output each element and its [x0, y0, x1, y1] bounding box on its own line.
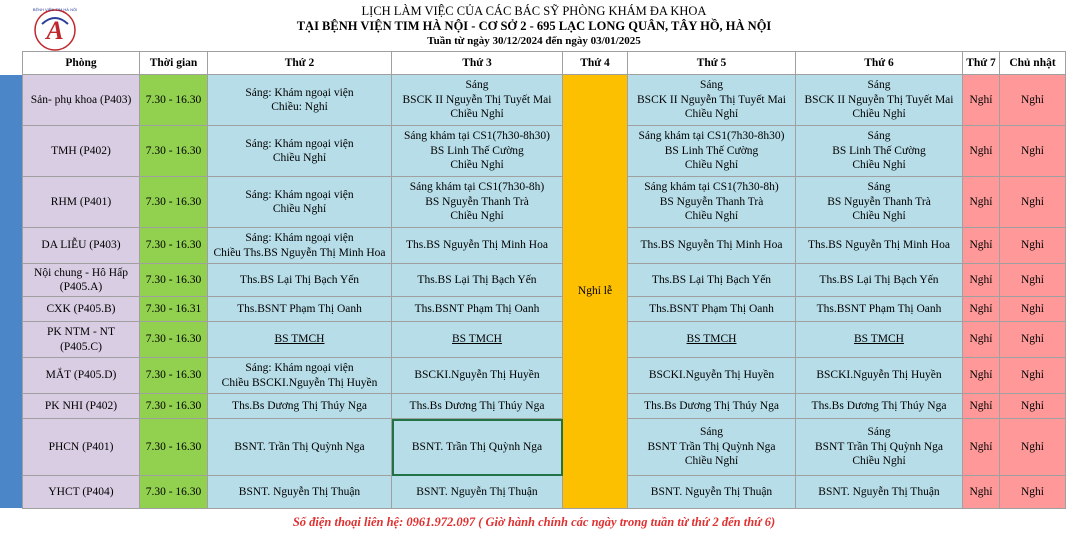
- thu-cell-line: BSNT. Nguyễn Thị Thuận: [650, 485, 773, 498]
- sun-cell[interactable]: Nghỉ: [1000, 322, 1066, 358]
- room-cell[interactable]: DA LIỄU (P403): [23, 228, 140, 264]
- time-cell[interactable]: 7.30 - 16.30: [140, 322, 208, 358]
- table-row: [23, 476, 1066, 509]
- thu-cell[interactable]: [628, 322, 796, 358]
- mon-cell[interactable]: [208, 264, 392, 297]
- table-row: [23, 394, 1066, 419]
- tue-cell-line: Chiều Nghỉ: [450, 108, 504, 121]
- room-cell[interactable]: RHM (P401): [23, 177, 140, 228]
- thu-cell[interactable]: [628, 177, 796, 228]
- sat-cell[interactable]: Nghỉ: [963, 358, 1000, 394]
- table-row: [23, 228, 1066, 264]
- mon-cell-line: Ths.BSNT Phạm Thị Oanh: [237, 302, 362, 315]
- tue-cell-line: BSCK II Nguyễn Thị Tuyết Mai: [402, 93, 552, 106]
- header-row: [23, 52, 1066, 75]
- time-cell[interactable]: 7.30 - 16.30: [140, 264, 208, 297]
- tue-cell[interactable]: [392, 394, 563, 419]
- sat-cell[interactable]: Nghỉ: [963, 177, 1000, 228]
- room-cell[interactable]: TMH (P402): [23, 126, 140, 177]
- sat-cell[interactable]: Nghỉ: [963, 126, 1000, 177]
- fri-cell[interactable]: [796, 419, 963, 476]
- time-cell[interactable]: 7.30 - 16.30: [140, 358, 208, 394]
- tue-cell[interactable]: [392, 177, 563, 228]
- sun-cell[interactable]: Nghỉ: [1000, 358, 1066, 394]
- tue-cell[interactable]: [392, 228, 563, 264]
- thu-cell-line: BS Linh Thế Cường: [664, 144, 759, 157]
- time-cell[interactable]: 7.30 - 16.30: [140, 177, 208, 228]
- sat-cell[interactable]: Nghỉ: [963, 394, 1000, 419]
- fri-cell-line: BS Nguyễn Thanh Trà: [827, 195, 931, 208]
- tue-cell[interactable]: [392, 322, 563, 358]
- mon-cell[interactable]: [208, 177, 392, 228]
- mon-cell-line: Chiều BSCKI.Nguyễn Thị Huyền: [221, 376, 378, 389]
- tue-cell-line: Ths.Bs Dương Thị Thúy Nga: [409, 399, 545, 412]
- fri-cell-line: Chiều Nghỉ: [852, 210, 906, 223]
- fri-cell[interactable]: [796, 75, 963, 126]
- fri-cell-line: Ths.Bs Dương Thị Thúy Nga: [811, 399, 947, 412]
- fri-cell[interactable]: [796, 297, 963, 322]
- room-cell-line: (P405.A): [59, 281, 103, 293]
- sun-cell[interactable]: Nghỉ: [1000, 419, 1066, 476]
- tue-cell[interactable]: [392, 264, 563, 297]
- tue-cell-line: BSCKI.Nguyễn Thị Huyền: [414, 369, 540, 382]
- thu-cell-line: BSCK II Nguyễn Thị Tuyết Mai: [637, 93, 786, 106]
- sat-cell[interactable]: Nghỉ: [963, 476, 1000, 509]
- mon-cell-line: Ths.Bs Dương Thị Thúy Nga: [232, 399, 367, 412]
- fri-cell[interactable]: [796, 126, 963, 177]
- time-cell[interactable]: 7.30 - 16.30: [140, 394, 208, 419]
- sun-cell[interactable]: Nghỉ: [1000, 297, 1066, 322]
- tue-cell-line: BS Nguyễn Thanh Trà: [425, 195, 529, 208]
- fri-cell-line: Sáng: [867, 426, 891, 439]
- table-row: [23, 419, 1066, 476]
- header-wed[interactable]: Thứ 4: [563, 52, 628, 75]
- fri-cell-line: Sáng: [867, 181, 891, 194]
- thu-cell-line: Ths.Bs Dương Thị Thúy Nga: [644, 399, 779, 412]
- room-cell-line: (P405.C): [60, 340, 102, 353]
- time-cell[interactable]: 7.30 - 16.30: [140, 476, 208, 509]
- mon-cell-line: Sáng: Khám ngoại viện: [245, 232, 354, 244]
- header-fri[interactable]: Thứ 6: [796, 52, 963, 75]
- thu-cell-line: Sáng: [700, 79, 723, 92]
- fri-cell[interactable]: [796, 476, 963, 509]
- mon-cell-line: Sáng: Khám ngoại viện: [245, 188, 354, 201]
- table-row: [23, 177, 1066, 228]
- sun-cell[interactable]: Nghỉ: [1000, 75, 1066, 126]
- time-cell[interactable]: 7.30 - 16.30: [140, 126, 208, 177]
- sun-cell[interactable]: Nghỉ: [1000, 476, 1066, 509]
- fri-cell-line: Chiều Nghỉ: [852, 455, 906, 468]
- thu-cell-line: BS Nguyễn Thanh Trà: [659, 195, 764, 208]
- sun-cell[interactable]: Nghỉ: [1000, 228, 1066, 264]
- room-cell[interactable]: [23, 322, 140, 358]
- fri-cell[interactable]: [796, 264, 963, 297]
- mon-cell-line: BSNT. Trần Thị Quỳnh Nga: [234, 440, 365, 453]
- thu-cell[interactable]: [628, 394, 796, 419]
- mon-cell[interactable]: [208, 75, 392, 126]
- fri-cell-line: BSCKI.Nguyễn Thị Huyền: [816, 369, 942, 382]
- fri-cell-line: Ths.BSNT Phạm Thị Oanh: [816, 302, 942, 315]
- thu-cell-line: Chiều Nghỉ: [684, 159, 739, 172]
- mon-cell[interactable]: [208, 358, 392, 394]
- thu-cell[interactable]: [628, 358, 796, 394]
- title-line-1: LỊCH LÀM VIỆC CỦA CÁC BÁC SỸ PHÒNG KHÁM ĐA KHOA: [361, 4, 707, 18]
- time-cell[interactable]: 7.30 - 16.30: [140, 228, 208, 264]
- room-cell[interactable]: CXK (P405.B): [23, 297, 140, 322]
- fri-cell[interactable]: [796, 228, 963, 264]
- tue-cell-line: BS Linh Thế Cường: [430, 144, 524, 157]
- tue-cell[interactable]: [392, 126, 563, 177]
- mon-cell-line: Chiều Nghỉ: [272, 203, 327, 215]
- time-cell[interactable]: 7.30 - 16.30: [140, 419, 208, 476]
- tue-cell[interactable]: [392, 476, 563, 509]
- room-cell[interactable]: PHCN (P401): [23, 419, 140, 476]
- fri-cell-line: BS Linh Thế Cường: [832, 144, 926, 157]
- tue-cell-line: Sáng khám tại CS1(7h30-8h30): [404, 130, 550, 143]
- table-row: [23, 264, 1066, 297]
- table-row: [23, 322, 1066, 358]
- header-sun[interactable]: Chủ nhật: [1000, 52, 1066, 75]
- fri-cell-line: Chiều Nghỉ: [852, 159, 906, 172]
- tue-cell-line: Ths.BS Lại Thị Bạch Yến: [417, 273, 537, 286]
- sat-cell[interactable]: Nghỉ: [963, 75, 1000, 126]
- mon-cell[interactable]: [208, 322, 392, 358]
- thu-cell-line: Ths.BS Nguyễn Thị Minh Hoa: [640, 239, 783, 252]
- tue-cell-line: Chiều Nghỉ: [450, 210, 504, 223]
- fri-cell-line: BSNT. Nguyễn Thị Thuận: [818, 485, 940, 498]
- tue-cell[interactable]: [392, 419, 563, 476]
- thu-cell[interactable]: [628, 75, 796, 126]
- mon-cell[interactable]: [208, 297, 392, 322]
- thu-cell[interactable]: [628, 476, 796, 509]
- fri-cell[interactable]: [796, 177, 963, 228]
- fri-cell[interactable]: [796, 358, 963, 394]
- mon-cell-line: BS TMCH: [274, 333, 325, 346]
- sheet-left-strip: [0, 75, 22, 508]
- tue-cell-line: BSNT. Nguyễn Thị Thuận: [416, 485, 538, 498]
- mon-cell[interactable]: [208, 394, 392, 419]
- thu-cell-line: Sáng khám tại CS1(7h30-8h): [644, 181, 779, 194]
- room-cell[interactable]: YHCT (P404): [23, 476, 140, 509]
- room-cell[interactable]: Sản- phụ khoa (P403): [23, 75, 140, 126]
- tue-cell-line: BS TMCH: [452, 333, 502, 346]
- mon-cell-line: Ths.BS Lại Thị Bạch Yến: [239, 273, 360, 286]
- tue-cell[interactable]: [392, 358, 563, 394]
- tue-cell[interactable]: [392, 75, 563, 126]
- thu-cell[interactable]: [628, 419, 796, 476]
- mon-cell-line: Chiều: Nghỉ: [271, 101, 328, 113]
- sat-cell[interactable]: Nghỉ: [963, 228, 1000, 264]
- fri-cell-line: Ths.BS Lại Thị Bạch Yến: [819, 273, 939, 286]
- tue-cell-line: Sáng khám tại CS1(7h30-8h): [409, 181, 545, 194]
- mon-cell-line: Chiều Nghỉ: [272, 152, 327, 164]
- room-cell[interactable]: MẮT (P405.D): [23, 358, 140, 394]
- table-row: [23, 297, 1066, 322]
- thu-cell-line: BSNT Trần Thị Quỳnh Nga: [647, 440, 776, 453]
- thu-cell-line: Chiều Nghỉ: [684, 455, 739, 468]
- title-line-2: TẠI BỆNH VIỆN TIM HÀ NỘI - CƠ SỞ 2 - 695 LẠC LONG QUÂN, TÂY HỒ, HÀ NỘI: [296, 19, 772, 33]
- fri-cell-line: Ths.BS Nguyễn Thị Minh Hoa: [808, 239, 950, 252]
- fri-cell-line: Sáng: [867, 79, 891, 92]
- fri-cell[interactable]: [796, 394, 963, 419]
- sat-cell[interactable]: Nghỉ: [963, 322, 1000, 358]
- contact-footer: Số điện thoại liên hệ: 0961.972.097 ( Giờ hành chính các ngày trong tuần từ thứ 2 đến thứ 6): [292, 515, 776, 529]
- thu-cell-line: Ths.BSNT Phạm Thị Oanh: [649, 302, 774, 315]
- header-time[interactable]: Thời gian: [140, 52, 208, 75]
- mon-cell-line: Chiều Ths.BS Nguyễn Thị Minh Hoa: [213, 246, 386, 259]
- mon-cell[interactable]: [208, 126, 392, 177]
- mon-cell[interactable]: [208, 419, 392, 476]
- table-row: [23, 358, 1066, 394]
- tue-cell-line: Ths.BSNT Phạm Thị Oanh: [414, 302, 540, 315]
- header-thu[interactable]: Thứ 5: [628, 52, 796, 75]
- schedule-table: [22, 51, 1066, 509]
- sun-cell[interactable]: Nghỉ: [1000, 126, 1066, 177]
- thu-cell[interactable]: [628, 228, 796, 264]
- tue-cell[interactable]: [392, 297, 563, 322]
- header-tue[interactable]: Thứ 3: [392, 52, 563, 75]
- fri-cell-line: Sáng: [867, 130, 891, 143]
- sun-cell[interactable]: Nghỉ: [1000, 264, 1066, 297]
- time-cell[interactable]: 7.30 - 16.31: [140, 297, 208, 322]
- mon-cell-line: BSNT. Nguyễn Thị Thuận: [238, 485, 361, 498]
- mon-cell[interactable]: [208, 476, 392, 509]
- sat-cell[interactable]: Nghỉ: [963, 264, 1000, 297]
- room-cell[interactable]: PK NHI (P402): [23, 394, 140, 419]
- sun-cell[interactable]: Nghỉ: [1000, 177, 1066, 228]
- sun-cell[interactable]: Nghỉ: [1000, 394, 1066, 419]
- thu-cell-line: Ths.BS Lại Thị Bạch Yến: [651, 273, 772, 286]
- mon-cell-line: Sáng: Khám ngoại viện: [245, 137, 354, 150]
- fri-cell[interactable]: [796, 322, 963, 358]
- tue-cell-line: Sáng: [465, 79, 489, 92]
- fri-cell-line: BSCK II Nguyễn Thị Tuyết Mai: [804, 93, 954, 106]
- room-cell-line: Nội chung - Hô Hấp: [34, 266, 128, 279]
- thu-cell-line: BS TMCH: [686, 333, 737, 346]
- mon-cell-line: Sáng: Khám ngoại viện: [245, 362, 354, 374]
- fri-cell-line: Chiều Nghỉ: [852, 108, 906, 121]
- holiday-cell[interactable]: Nghỉ lễ: [563, 75, 628, 509]
- svg-text:A: A: [46, 16, 64, 45]
- sat-cell[interactable]: Nghỉ: [963, 297, 1000, 322]
- table-row: [23, 126, 1066, 177]
- thu-cell-line: Sáng khám tại CS1(7h30-8h30): [638, 130, 785, 143]
- header-sat[interactable]: Thứ 7: [963, 52, 1000, 75]
- time-cell[interactable]: 7.30 - 16.30: [140, 75, 208, 126]
- fri-cell-line: BS TMCH: [854, 333, 904, 346]
- mon-cell-line: Sáng: Khám ngoại viện: [245, 86, 354, 99]
- thu-cell[interactable]: [628, 297, 796, 322]
- thu-cell[interactable]: [628, 126, 796, 177]
- tue-cell-line: Ths.BS Nguyễn Thị Minh Hoa: [406, 239, 548, 252]
- schedule-title: [0, 4, 1068, 49]
- header-room[interactable]: Phòng: [23, 52, 140, 75]
- thu-cell-line: Chiều Nghỉ: [684, 210, 739, 223]
- header-mon[interactable]: Thứ 2: [208, 52, 392, 75]
- thu-cell-line: Sáng: [700, 426, 723, 439]
- sat-cell[interactable]: Nghỉ: [963, 419, 1000, 476]
- thu-cell[interactable]: [628, 264, 796, 297]
- mon-cell[interactable]: [208, 228, 392, 264]
- table-row: [23, 75, 1066, 126]
- tue-cell-line: BSNT. Trần Thị Quỳnh Nga: [411, 440, 543, 453]
- room-cell-line: PK NTM - NT: [46, 326, 116, 338]
- room-cell[interactable]: [23, 264, 140, 297]
- fri-cell-line: BSNT Trần Thị Quỳnh Nga: [814, 440, 943, 453]
- thu-cell-line: Chiều Nghỉ: [684, 108, 739, 121]
- tue-cell-line: Chiều Nghỉ: [450, 159, 504, 172]
- svg-text:BỆNH VIỆN TIM HÀ NỘI: BỆNH VIỆN TIM HÀ NỘI: [32, 7, 78, 12]
- thu-cell-line: BSCKI.Nguyễn Thị Huyền: [648, 369, 775, 382]
- title-line-3: Tuần từ ngày 30/12/2024 đến ngày 03/01/2025: [427, 35, 641, 47]
